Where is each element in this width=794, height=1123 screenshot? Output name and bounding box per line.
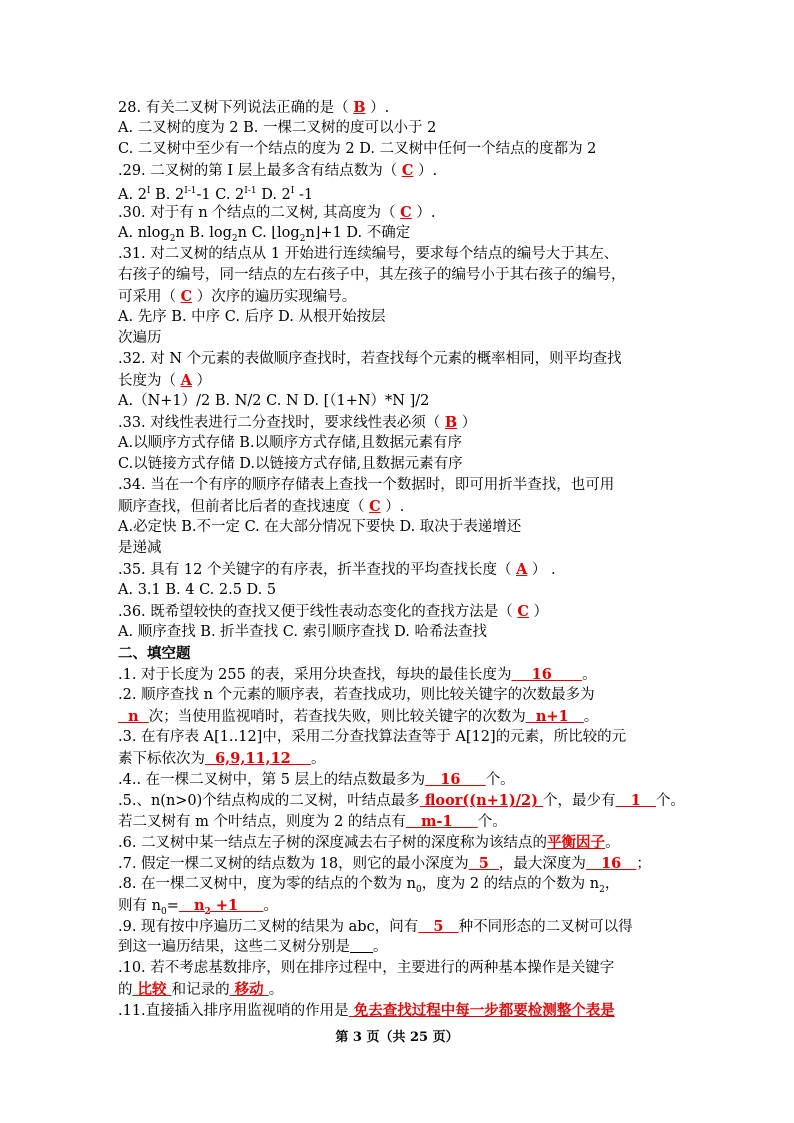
section-heading (118, 643, 191, 664)
text: A.必定快 B.不一定 C. 在大部分情况下要快 D. 取决于表递增还 (118, 519, 522, 535)
text: .36. 既希望较快的查找又便于线性表动态变化的查找方法是（ (118, 604, 518, 620)
q34-options (118, 517, 521, 538)
text: .8. 在一棵二叉树中，度为零的结点的个数为 n (118, 876, 416, 892)
q33-options-ab (118, 433, 462, 454)
fill-5-line-1 (118, 790, 685, 812)
answer-blank: 移动 (229, 981, 269, 998)
q30-stem (118, 202, 435, 224)
text: 是递减 (118, 540, 162, 556)
text: .32. 对 N 个元素的表做顺序查找时，若查找每个元素的概率相同，则平均查找 (118, 351, 622, 367)
q34-stem-1 (118, 475, 614, 496)
text: .33. 对线性表进行二分查找时，要求线性表必须（ (118, 415, 445, 431)
fill-9-line-1 (118, 916, 633, 938)
text: ） (191, 373, 211, 389)
answer-blank: 平衡因子 (547, 834, 606, 851)
q33-stem (118, 412, 476, 434)
text: ） (457, 415, 477, 431)
text: .5.、n(n>0)个结点构成的二叉树，叶结点最多 (118, 793, 420, 809)
answer-letter: B (353, 99, 366, 116)
text: ， (604, 876, 620, 892)
fill-3-line-2 (118, 748, 325, 770)
q31-stem-2 (118, 265, 626, 286)
text: 。 (268, 982, 284, 998)
fill-10-line-1 (118, 958, 614, 979)
text: = (166, 898, 179, 914)
text: .34. 当在一个有序的顺序存储表上查找一个数据时，即可用折半查找，也可用 (118, 477, 615, 493)
q31-options (118, 307, 386, 328)
answer-letter: C (369, 498, 381, 515)
text: 个。 (477, 814, 507, 830)
answer-blank: 比较 (132, 981, 172, 998)
text: 可采用（ (118, 289, 181, 305)
text: 个，最少有 (543, 793, 616, 809)
answer-letter: C (401, 162, 414, 179)
page-footer: 第 3 页（共 25 页） (335, 1030, 459, 1045)
q29-stem (118, 160, 437, 182)
text: D. 2 (256, 186, 291, 203)
answer-letter: C (517, 603, 529, 620)
text: .1. 对于长度为 255 的表，采用分块查找，每块的最佳长度为 (118, 667, 512, 683)
text: 。 (583, 709, 599, 725)
text: 长度为（ (118, 373, 181, 389)
subscript: 2 (299, 233, 306, 244)
answer-blank: 16 (425, 771, 486, 788)
answer-blank: floor((n+1)/2) (419, 792, 544, 809)
fill-7 (118, 853, 651, 875)
text: .10. 若不考虑基数排序，则在排序过程中，主要进行的两种基本操作是关键字 (118, 960, 615, 976)
text: n C. ⌊log (237, 225, 300, 241)
text: 的 (118, 982, 133, 998)
answer-letter: C (180, 288, 193, 305)
text: A. 二叉树的度为 2 B. 一棵二叉树的度可以小于 2 (118, 120, 437, 136)
subscript: 0 (416, 884, 422, 895)
answer-letter: B (444, 414, 458, 431)
text: ）. (413, 163, 438, 179)
subscript: 2 (204, 906, 211, 917)
text: 若二叉树有 m 个叶结点，则度为 2 的结点有 (118, 814, 406, 830)
q28-stem (118, 97, 389, 119)
text: .4.. 在一棵二叉树中，第 5 层上的结点数最多为 (118, 772, 426, 788)
fill-5-line-2 (118, 811, 507, 833)
subscript: 2 (231, 233, 238, 244)
q31-options-cont (118, 328, 162, 349)
fill-1 (118, 664, 597, 686)
answer-blank: 16 (585, 855, 637, 872)
fill-6 (118, 832, 620, 854)
answer-blank (178, 897, 264, 917)
text: ，最大深度为 (498, 856, 586, 872)
text: ）. (380, 499, 405, 515)
q32-stem-2 (118, 370, 211, 392)
text: ）. (365, 100, 390, 116)
text: .9. 现有按中序遍历二叉树的结果为 abc，问有 (118, 919, 419, 935)
text: n B. log (175, 225, 232, 241)
text: .11.直接插入排序用监视哨的作用是 (118, 1003, 349, 1019)
text: A. 顺序查找 B. 折半查找 C. 索引顺序查找 D. 哈希法查找 (118, 624, 488, 640)
text: 种不同形态的二叉树可以得 (458, 919, 633, 935)
answer-letter: A (516, 561, 528, 578)
text: 。 (605, 835, 620, 851)
text: .2. 顺序查找 n 个元素的顺序表，若查找成功，则比较关键字的次数最多为 (118, 687, 595, 703)
text: C.以链接方式存储 D.以链接方式存储,且数据元素有序 (118, 456, 463, 472)
answer-blank: 5 (418, 918, 459, 935)
text: A. 先序 B. 中序 C. 后序 D. 从根开始按层 (118, 309, 386, 325)
fill-11 (118, 1000, 615, 1022)
text: ）. (411, 205, 436, 221)
subscript: 0 (160, 906, 167, 917)
answer-blank: 5 (468, 855, 499, 872)
answer-blank: 免去查找过程中每一步都要检测整个表是 (348, 1002, 615, 1019)
text: ，度为 2 的结点的个数为 n (421, 876, 600, 892)
text: .29. 二叉树的第 I 层上最多含有结点数为（ (118, 163, 402, 179)
answer-blank: 6,9,11,12 (205, 750, 311, 767)
answer-letter: C (400, 204, 412, 221)
text: +1 (210, 897, 264, 914)
q34-options-cont (118, 538, 162, 559)
text: 顺序查找，但前者比后者的查找速度（ (118, 499, 370, 515)
text: C. 二叉树中至少有一个结点的度为 2 D. 二叉树中任何一个结点的度都为 2 (118, 141, 597, 157)
answer-blank: m-1 (405, 813, 478, 830)
answer-blank (350, 939, 373, 955)
text: ） . (527, 562, 556, 578)
q35-options (118, 580, 276, 601)
text: 。 (310, 751, 326, 767)
q36-options (118, 622, 487, 643)
text: A.（N+1）/2 B. N/2 C. N D. [（1+N）*N ]/2 (118, 393, 430, 409)
answer-letter: A (180, 372, 192, 389)
text: B. 2 (150, 186, 185, 203)
text: .7. 假定一棵二叉树的结点数为 18，则它的最小深度为 (118, 856, 469, 872)
text: ； (636, 856, 651, 872)
q35-stem (118, 559, 556, 581)
answer-blank: 1 (615, 792, 656, 809)
q34-stem-2 (118, 496, 404, 518)
text: A. 3.1 B. 4 C. 2.5 D. 5 (118, 582, 277, 598)
text: 到这一遍历结果，这些二叉树分别是 (118, 939, 350, 955)
subscript: 2 (169, 233, 176, 244)
text: A. 2 (118, 186, 147, 203)
text: 个。 (485, 772, 515, 788)
text: 。 (263, 898, 278, 914)
answer-blank: n+1 (525, 708, 584, 725)
text: .31. 对二叉树的结点从 1 开始进行连续编号，要求每个结点的编号大于其左、 (118, 246, 619, 262)
text: .3. 在有序表 A[1..12]中，采用二分查找算法查等于 A[12]的元素，所比较的元 (118, 729, 627, 745)
q32-options (118, 391, 429, 412)
text: n (178, 897, 205, 914)
superscript: I (290, 186, 295, 196)
text: 右孩子的编号，同一结点的左右孩子中，其左孩子的编号小于其右孩子的编号， (118, 267, 626, 283)
q32-stem-1 (118, 349, 622, 370)
answer-blank: n (118, 708, 149, 725)
text: -1 C. 2 (196, 186, 245, 203)
superscript: I (146, 186, 151, 196)
text: 个。 (655, 793, 685, 809)
text: 则有 n (118, 898, 161, 914)
text: 。 (373, 939, 388, 955)
text: .6. 二叉树中某一结点左子树的深度减去右子树的深度称为该结点的 (118, 835, 548, 851)
superscript: I-1 (184, 186, 197, 196)
q31-stem-3 (118, 286, 356, 308)
text: 和记录的 (171, 982, 230, 998)
q28-options-cd (118, 139, 596, 160)
fill-9-line-2 (118, 937, 388, 958)
q31-stem-1 (118, 244, 618, 265)
q33-options-cd (118, 454, 463, 475)
text: 素下标依次为 (118, 751, 205, 767)
text: ） (528, 604, 549, 620)
text: .30. 对于有 n 个结点的二叉树, 其高度为（ (118, 205, 401, 221)
answer-blank: 16 (511, 666, 583, 683)
text: 次遍历 (118, 330, 162, 346)
text: -1 (294, 186, 314, 203)
fill-4 (118, 769, 515, 791)
text: 28. 有关二叉树下列说法正确的是（ (118, 100, 354, 116)
text: 二、填空题 (118, 645, 191, 662)
text: .35. 具有 12 个关键字的有序表，折半查找的平均查找长度（ (118, 562, 517, 578)
text: A. nlog (118, 225, 170, 241)
text: 。 (582, 667, 597, 683)
text: n⌋+1 D. 不确定 (305, 225, 411, 241)
q28-options-ab (118, 118, 436, 139)
fill-3-line-1 (118, 727, 626, 748)
subscript: 2 (599, 884, 605, 895)
text: ）次序的遍历实现编号。 (192, 289, 357, 305)
fill-2-line-1 (118, 685, 595, 706)
text: 次；当使用监视哨时，若查找失败，则比较关键字的次数为 (148, 709, 526, 725)
q36-stem (118, 601, 548, 623)
fill-10-line-2 (118, 979, 283, 1001)
superscript: I-1 (244, 186, 257, 196)
text: A.以顺序方式存储 B.以顺序方式存储,且数据元素有序 (118, 435, 463, 451)
fill-2-line-2 (118, 706, 598, 728)
